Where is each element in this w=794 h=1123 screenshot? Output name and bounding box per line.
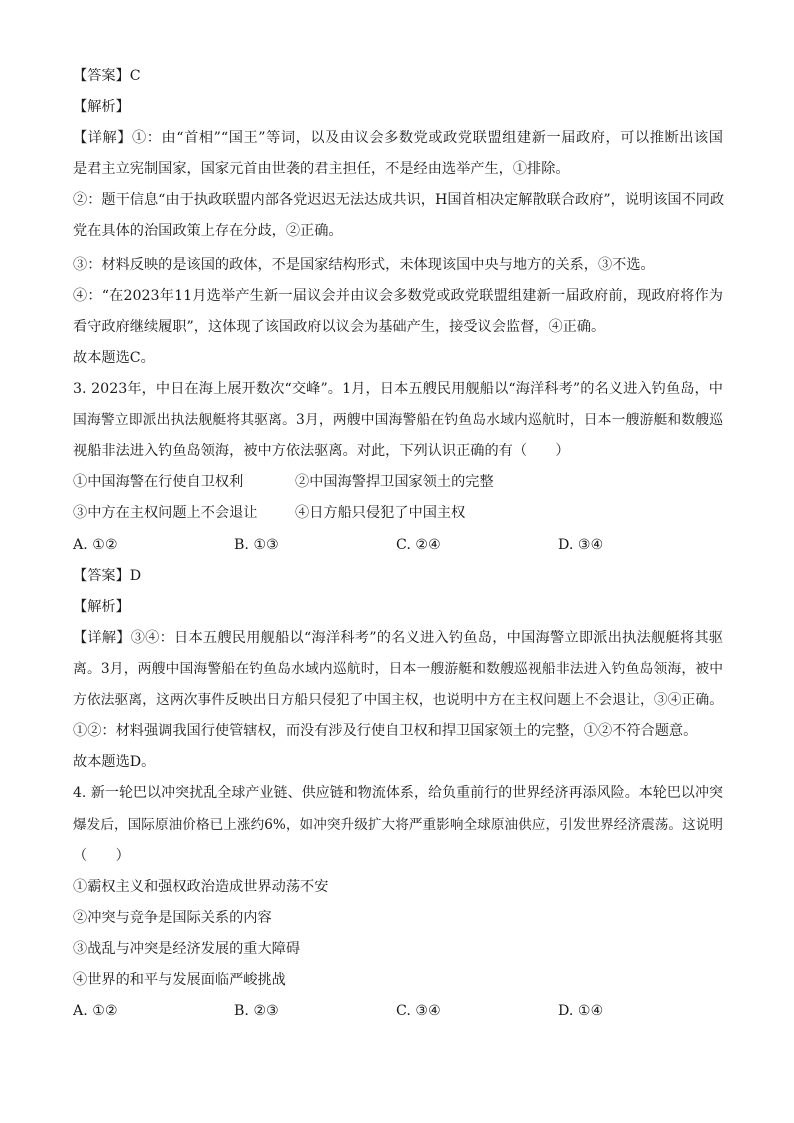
q2-line-5: ③：材料反映的是该国的政体，不是国家结构形式，未体现该国中央与地方的关系，③不选。 — [73, 257, 655, 273]
q3-stem-line-2: 国海警立即派出执法舰艇将其驱离。3月，两艘中国海警船在钓鱼岛水域内巡航时，日本一艘游艇和数艘巡 — [73, 412, 723, 428]
q4-option-c: C. ③④ — [396, 1003, 441, 1019]
q4-stem-line-3: （ ） — [73, 848, 130, 864]
q2-line-3: ②：题干信息“由于执政联盟内部各党迟迟无法达成共识，H国首相决定解散联合政府”，说明该国不同政 — [73, 192, 725, 208]
q2-line-6: ④：“在2023年11月选举产生新一届议会并由议会多数党或政党联盟组建新一届政府前，现政府将作为 — [73, 288, 723, 304]
q2-analysis-label: 【解析】 — [73, 99, 130, 115]
q3-statement-3: ③中方在主权问题上不会退让 — [73, 505, 258, 521]
q4-stem-line-1: 4. 新一轮巴以冲突扰乱全球产业链、供应链和物流体系，给负重前行的世界经济再添风险。本轮巴以冲突 — [73, 785, 723, 801]
q3-stem-line-3: 视船非法进入钓鱼岛领海，被中方依法驱离。对此，下列认识正确的有（ ） — [73, 443, 570, 459]
q4-option-b: B. ②③ — [234, 1003, 279, 1019]
q4-statement-2: ②冲突与竞争是国际关系的内容 — [73, 910, 272, 926]
q2-line-1: 【详解】①：由“首相”“国王”等词，以及由议会多数党或政党联盟组建新一届政府，可以推断出该国 — [73, 130, 723, 146]
q2-conclusion: 故本题选C。 — [73, 350, 155, 366]
q2-line-2: 是君主立宪制国家，国家元首由世袭的君主担任，不是经由选举产生，①排除。 — [73, 161, 570, 177]
q3-answer: 【答案】D — [73, 568, 142, 584]
q3-explanation-1: 【详解】③④：日本五艘民用舰船以“海洋科考”的名义进入钓鱼岛，中国海警立即派出执法舰艇将其驱 — [73, 630, 723, 646]
q3-explanation-3: 方依法驱离，这两次事件反映出日方船只侵犯了中国主权，也说明中方在主权问题上不会退让，③④正确。 — [73, 692, 723, 708]
q3-stem-line-1: 3. 2023年，中日在海上展开数次“交峰”。1月，日本五艘民用舰船以“海洋科考”的名义进入钓鱼岛，中 — [73, 381, 723, 397]
q4-statement-1: ①霸权主义和强权政治造成世界动荡不安 — [73, 879, 329, 895]
q4-statement-3: ③战乱与冲突是经济发展的重大障碍 — [73, 941, 301, 957]
q3-statement-2: ②中国海警捍卫国家领土的完整 — [295, 474, 494, 490]
q3-option-a: A. ①② — [73, 537, 118, 553]
q3-explanation-4: ①②：材料强调我国行使管辖权，而没有涉及行使自卫权和捍卫国家领土的完整，①②不符合题意。 — [73, 723, 698, 739]
q2-answer: 【答案】C — [73, 68, 141, 84]
q4-stem-line-2: 爆发后，国际原油价格已上涨约6%，如冲突升级扩大将严重影响全球原油供应，引发世界经济震荡。这说明 — [73, 817, 723, 833]
q2-line-4: 党在具体的治国政策上存在分歧，②正确。 — [73, 223, 343, 239]
q3-option-b: B. ①③ — [234, 537, 279, 553]
q4-option-a: A. ①② — [73, 1003, 118, 1019]
q3-analysis-label: 【解析】 — [73, 599, 130, 615]
q3-option-d: D. ③④ — [558, 537, 604, 553]
q3-statement-1: ①中国海警在行使自卫权利 — [73, 474, 244, 490]
q3-conclusion: 故本题选D。 — [73, 754, 156, 770]
q4-option-d: D. ①④ — [558, 1003, 604, 1019]
q3-explanation-2: 离。3月，两艘中国海警船在钓鱼岛水域内巡航时，日本一艘游艇和数艘巡视船非法进入钓鱼岛领海，被中 — [73, 661, 723, 677]
q2-line-7: 看守政府继续履职”，这体现了该国政府以议会为基础产生，接受议会监督，④正确。 — [73, 319, 606, 335]
q3-option-c: C. ②④ — [396, 537, 441, 553]
q3-statement-4: ④日方船只侵犯了中国主权 — [295, 505, 466, 521]
q4-statement-4: ④世界的和平与发展面临严峻挑战 — [73, 972, 286, 988]
